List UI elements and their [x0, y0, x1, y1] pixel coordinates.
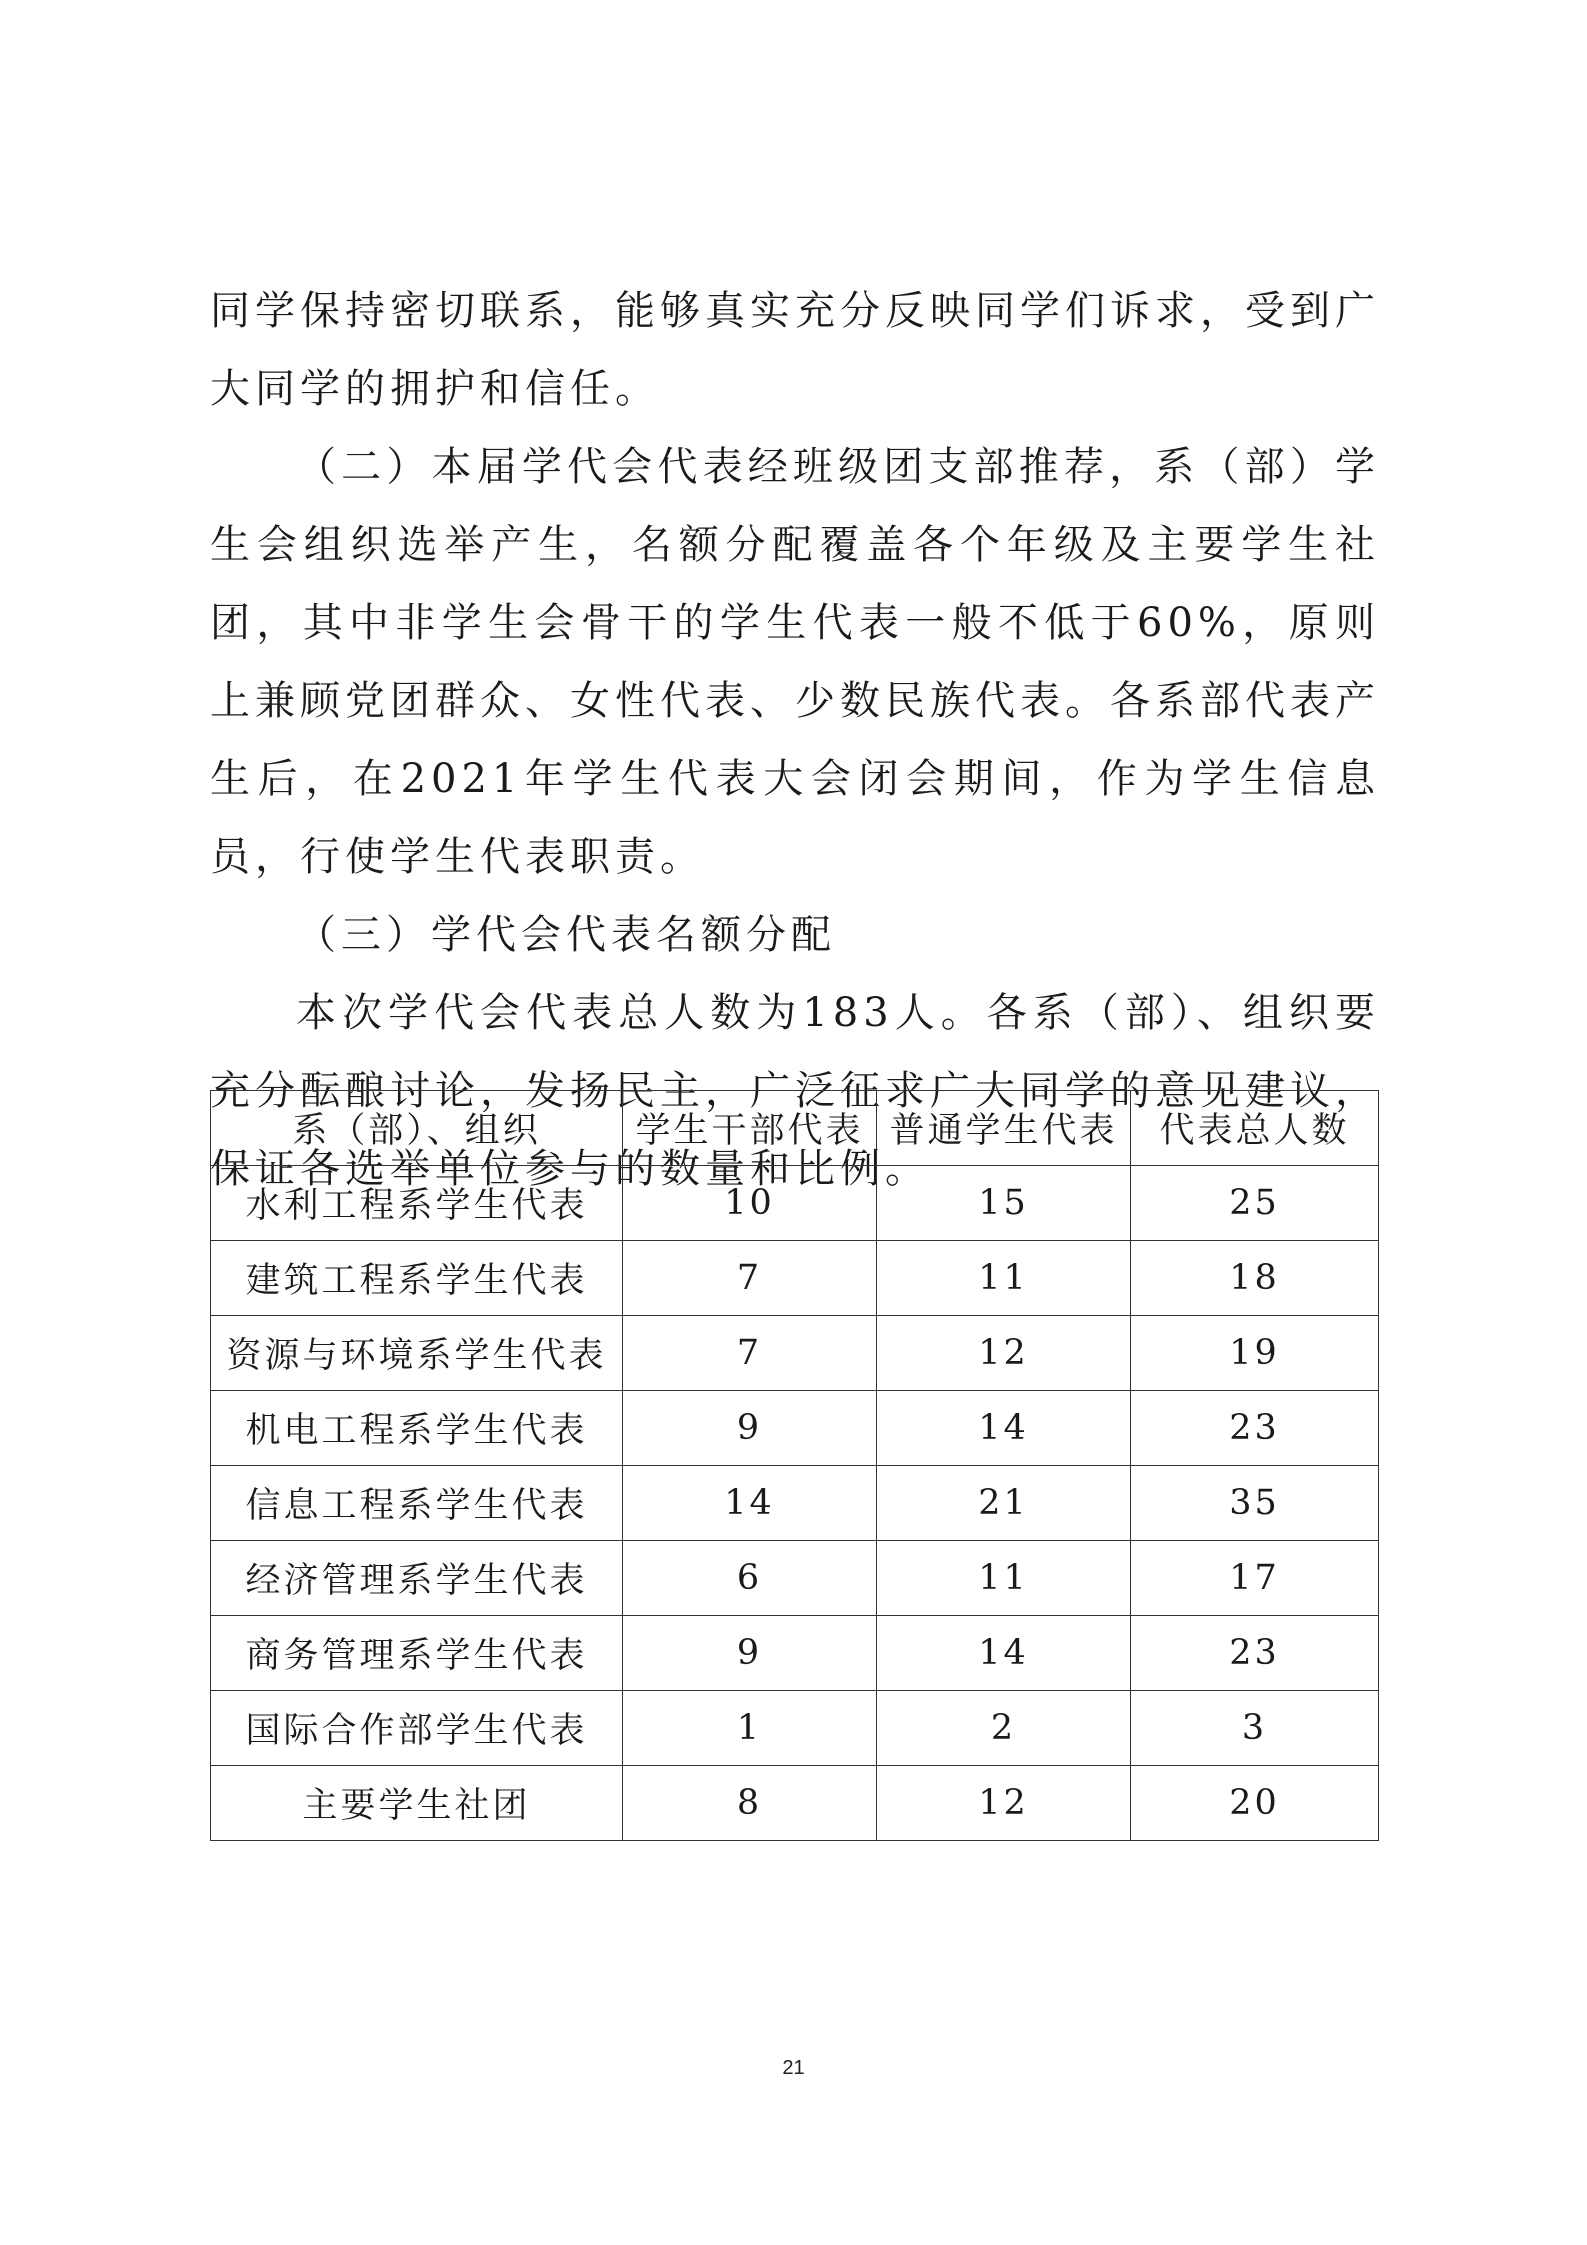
cell-ordinary: 2: [877, 1691, 1131, 1766]
header-total-delegates: 代表总人数: [1131, 1091, 1379, 1166]
cell-cadre: 6: [623, 1541, 877, 1616]
cell-department: 经济管理系学生代表: [211, 1541, 623, 1616]
cell-total: 20: [1131, 1766, 1379, 1841]
page-number: 21: [782, 2057, 805, 2079]
table-header-row: [211, 1091, 1379, 1166]
cell-department: 国际合作部学生代表: [211, 1691, 623, 1766]
cell-department: 资源与环境系学生代表: [211, 1316, 623, 1391]
table-row: [211, 1166, 1379, 1241]
cell-total: 35: [1131, 1466, 1379, 1541]
table-row: [211, 1241, 1379, 1316]
table-row: [211, 1691, 1379, 1766]
cell-department: 信息工程系学生代表: [211, 1466, 623, 1541]
cell-ordinary: 12: [877, 1766, 1131, 1841]
cell-cadre: 8: [623, 1766, 877, 1841]
cell-cadre: 7: [623, 1241, 877, 1316]
header-ordinary-delegates: 普通学生代表: [877, 1091, 1131, 1166]
cell-total: 19: [1131, 1316, 1379, 1391]
table-row: [211, 1616, 1379, 1691]
cell-total: 17: [1131, 1541, 1379, 1616]
cell-cadre: 7: [623, 1316, 877, 1391]
table-row: [211, 1316, 1379, 1391]
cell-cadre: 9: [623, 1616, 877, 1691]
table-row: [211, 1541, 1379, 1616]
paragraph-quota-description: 本次学代会代表总人数为183人。各系（部）、组织要充分酝酿讨论，发扬民主，广泛征求广大同学的意见建议，保证各选举单位参与的数量和比例。: [210, 990, 1380, 1192]
header-cadre-delegates: 学生干部代表: [623, 1091, 877, 1166]
cell-department: 机电工程系学生代表: [211, 1391, 623, 1466]
table-row: [211, 1466, 1379, 1541]
cell-total: 25: [1131, 1166, 1379, 1241]
cell-total: 23: [1131, 1391, 1379, 1466]
table-row: [211, 1766, 1379, 1841]
paragraph-section-three-heading: （三）学代会代表名额分配: [296, 912, 836, 958]
cell-cadre: 14: [623, 1466, 877, 1541]
cell-department: 商务管理系学生代表: [211, 1616, 623, 1691]
cell-cadre: 10: [623, 1166, 877, 1241]
cell-total: 23: [1131, 1616, 1379, 1691]
cell-cadre: 9: [623, 1391, 877, 1466]
paragraph-section-two: （二）本届学代会代表经班级团支部推荐，系（部）学生会组织选举产生，名额分配覆盖各个年级及主要学生社团，其中非学生会骨干的学生代表一般不低于60%，原则上兼顾党团群众、女性代表、少数民族代表。各系部代表产生后，在2021年学生代表大会闭会期间，作为学生信息员，行使学生代表职责。: [210, 444, 1380, 880]
header-department: 系（部）、组织: [211, 1091, 623, 1166]
cell-ordinary: 12: [877, 1316, 1131, 1391]
cell-department: 主要学生社团: [211, 1766, 623, 1841]
cell-ordinary: 21: [877, 1466, 1131, 1541]
cell-cadre: 1: [623, 1691, 877, 1766]
document-body: [210, 272, 1380, 1208]
paragraph-continuation: 同学保持密切联系，能够真实充分反映同学们诉求，受到广大同学的拥护和信任。: [210, 288, 1380, 412]
table-row: [211, 1391, 1379, 1466]
cell-total: 18: [1131, 1241, 1379, 1316]
cell-ordinary: 14: [877, 1391, 1131, 1466]
cell-department: 水利工程系学生代表: [211, 1166, 623, 1241]
cell-ordinary: 11: [877, 1241, 1131, 1316]
cell-ordinary: 15: [877, 1166, 1131, 1241]
cell-ordinary: 14: [877, 1616, 1131, 1691]
cell-ordinary: 11: [877, 1541, 1131, 1616]
delegate-allocation-table: [210, 1090, 1379, 1841]
cell-total: 3: [1131, 1691, 1379, 1766]
cell-department: 建筑工程系学生代表: [211, 1241, 623, 1316]
